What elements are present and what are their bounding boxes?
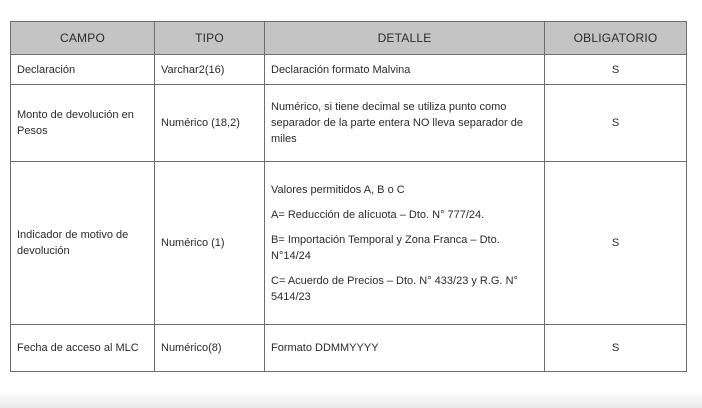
- table-header: [11, 22, 687, 55]
- detalle-allowed-values: Valores permitidos A, B o C: [271, 183, 405, 196]
- cell-obligatorio: S: [545, 162, 687, 325]
- cell-detalle: [265, 325, 545, 372]
- header-tipo: TIPO: [155, 22, 265, 55]
- detalle-option-b: B= Importación Temporal y Zona Franca – Dto. N°14/24: [271, 233, 500, 262]
- header-obligatorio: OBLIGATORIO: [545, 22, 687, 55]
- cell-obligatorio: S: [545, 325, 687, 372]
- page-bottom-shadow: [0, 392, 702, 408]
- cell-campo: Indicador de motivo de devolución: [11, 162, 155, 325]
- cell-obligatorio: S: [545, 85, 687, 162]
- cell-tipo: Numérico (1): [155, 162, 265, 325]
- header-detalle: DETALLE: [265, 22, 545, 55]
- table-row: [11, 85, 687, 162]
- field-specification-table: [10, 21, 687, 372]
- cell-tipo: Numérico(8): [155, 325, 265, 372]
- table-row: [11, 55, 687, 85]
- detalle-text: Declaración formato Malvina: [271, 63, 411, 76]
- table-body: [11, 55, 687, 372]
- detalle-option-a: A= Reducción de alícuota – Dto. N° 777/24.: [271, 208, 485, 221]
- detalle-text: Formato DDMMYYYY: [271, 342, 379, 354]
- cell-campo: Monto de devolución en Pesos: [11, 85, 155, 162]
- cell-obligatorio: S: [545, 55, 687, 85]
- cell-campo: Declaración: [11, 55, 155, 85]
- cell-detalle: [265, 55, 545, 85]
- header-row: [11, 22, 687, 55]
- header-campo: CAMPO: [11, 22, 155, 55]
- cell-campo: Fecha de acceso al MLC: [11, 325, 155, 372]
- cell-tipo: Varchar2(16): [155, 55, 265, 85]
- cell-tipo: Numérico (18,2): [155, 85, 265, 162]
- cell-detalle: [265, 162, 545, 325]
- table-row: [11, 162, 687, 325]
- detalle-option-c: C= Acuerdo de Precios – Dto. N° 433/23 y R.G. N° 5414/23: [271, 274, 518, 303]
- table-row: [11, 325, 687, 372]
- specification-table-frame: [10, 21, 686, 387]
- cell-detalle: [265, 85, 545, 162]
- detalle-text: Numérico, si tiene decimal se utiliza punto como separador de la parte entera NO lleva separador de miles: [271, 101, 523, 145]
